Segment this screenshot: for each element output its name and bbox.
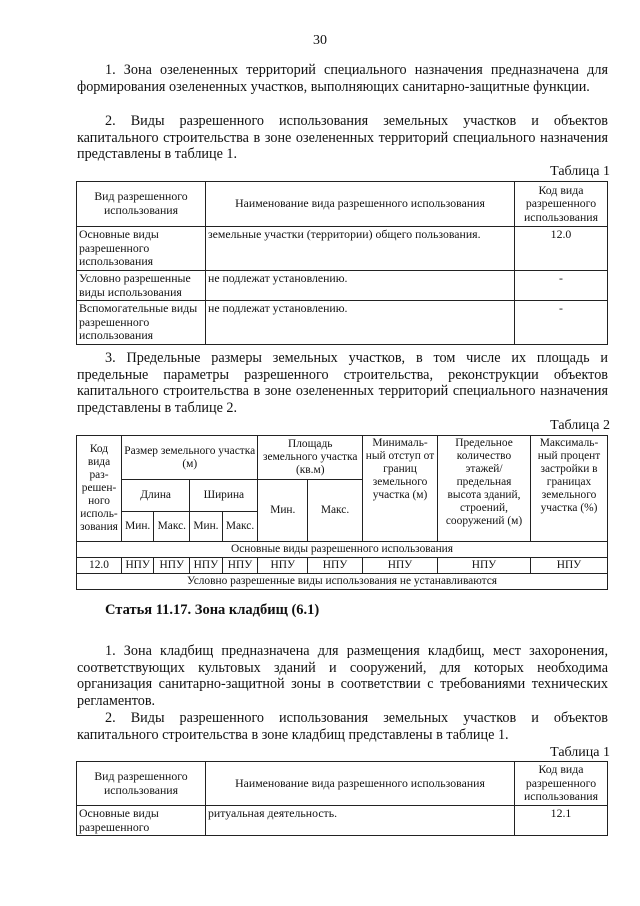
table-header: Площадь земельного участка (кв.м) [258, 436, 363, 480]
table-header: Мин. [258, 480, 308, 542]
table-caption: Таблица 1 [550, 164, 610, 179]
table-caption: Таблица 2 [550, 418, 610, 433]
table-header: Предельное количество этажей/ предельная высота зданий, строений, сооружений (м) [438, 436, 531, 542]
table-header: Макс. [308, 480, 363, 542]
table-header: Мин. [122, 512, 154, 542]
table-row [77, 558, 608, 574]
table-row [77, 271, 608, 301]
table-cell: НПУ [363, 558, 438, 574]
table-cell: Основные виды разрешенного [77, 806, 206, 836]
table-cell: НПУ [308, 558, 363, 574]
table-cell: Условно разрешенные виды использования [77, 271, 206, 301]
table-header: Код вида разрешенного использования [515, 182, 608, 227]
table-header: Максималь-ный процент застройки в границах земельного участка (%) [531, 436, 608, 542]
table-row [77, 227, 608, 271]
paragraph: 2. Виды разрешенного использования земельных участков и объектов капитального строительства в зоне кладбищ представлены в таблице 1. [77, 710, 608, 743]
table-header: Вид разрешенного использования [77, 182, 206, 227]
table-cell: Вспомогательные виды разрешенного использования [77, 301, 206, 345]
page-number: 30 [313, 33, 327, 48]
permitted-use-table [76, 181, 608, 345]
table-row [77, 806, 608, 836]
table-cell: 12.0 [515, 227, 608, 271]
paragraph: 1. Зона озелененных территорий специального назначения предназначена для формирования озелененных участков, выполняющих санитарно-защитные функции. [77, 62, 608, 95]
table-header: Минималь-ный отступ от границ земельного участка (м) [363, 436, 438, 542]
table-section-label: Условно разрешенные виды использования не устанавливаются [77, 574, 608, 590]
table-header: Размер земельного участка (м) [122, 436, 258, 480]
table-cell: не подлежат установлению. [206, 301, 515, 345]
table-row [77, 574, 608, 590]
table-header: Мин. [190, 512, 222, 542]
table-section-label: Основные виды разрешенного использования [77, 542, 608, 558]
table-header: Код вида раз-решен-ного исполь-зования [77, 436, 122, 542]
table-cell: НПУ [190, 558, 222, 574]
table-cell: НПУ [258, 558, 308, 574]
table-cell: ритуальная деятельность. [206, 806, 515, 836]
table-header: Макс. [154, 512, 190, 542]
table-header: Наименование вида разрешенного использования [206, 182, 515, 227]
table-row [77, 542, 608, 558]
table-header: Вид разрешенного использования [77, 762, 206, 806]
paragraph: 3. Предельные размеры земельных участков, в том числе их площадь и предельные параметры разрешенного строительства, реконструкции объектов капитального строительства в зоне озелененных территорий специального назначения представлены в таблице 2. [77, 350, 608, 416]
table-cell: 12.0 [77, 558, 122, 574]
table-caption: Таблица 1 [550, 745, 610, 760]
table-cell: земельные участки (территории) общего пользования. [206, 227, 515, 271]
table-row [77, 301, 608, 345]
cemetery-permitted-use-table [76, 761, 608, 836]
table-cell: НПУ [438, 558, 531, 574]
table-cell: не подлежат установлению. [206, 271, 515, 301]
paragraph: 2. Виды разрешенного использования земельных участков и объектов капитального строительства в зоне озелененных территорий специального назначения представлены в таблице 1. [77, 113, 608, 162]
table-header: Наименование вида разрешенного использования [206, 762, 515, 806]
table-cell: НПУ [222, 558, 258, 574]
table-header: Ширина [190, 480, 258, 512]
table-cell: НПУ [154, 558, 190, 574]
table-cell: НПУ [122, 558, 154, 574]
table-header: Код вида разрешенного использования [515, 762, 608, 806]
table-cell: - [515, 271, 608, 301]
table-header: Макс. [222, 512, 258, 542]
paragraph: 1. Зона кладбищ предназначена для размещения кладбищ, мест захоронения, соответствующих культовых зданий и сооружений, для которых необходима организация санитарно-защитной зоны в соответствии с требованиями технических регламентов. [77, 643, 608, 709]
article-heading: Статья 11.17. Зона кладбищ (6.1) [105, 602, 320, 618]
parameters-table [76, 435, 608, 590]
table-header: Длина [122, 480, 190, 512]
table-cell: Основные виды разрешенного использования [77, 227, 206, 271]
table-cell: 12.1 [515, 806, 608, 836]
table-cell: НПУ [531, 558, 608, 574]
table-cell: - [515, 301, 608, 345]
